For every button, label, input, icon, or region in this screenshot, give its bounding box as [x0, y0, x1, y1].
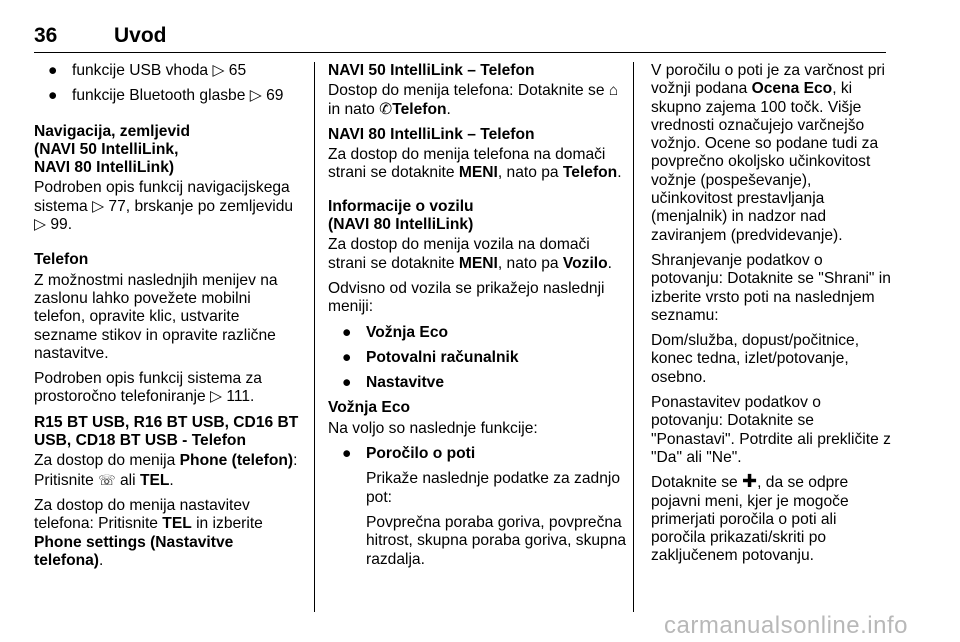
home-icon: ⌂ [608, 82, 619, 100]
phone-icon: ✆ [379, 100, 393, 118]
list-item: ● Potovalni računalnik [342, 348, 519, 366]
list-item: ● Vožnja Eco [342, 323, 449, 341]
paragraph: Na voljo so naslednje funkcije: [328, 419, 538, 437]
paragraph: Za dostop do menija Phone (telefon): Pritisnite ☏ ali TEL. [34, 452, 298, 489]
paragraph: Dostop do menija telefona: Dotaknite se ⌂ in nato ✆Telefon. [328, 82, 619, 118]
plus-icon: ✚ [742, 471, 758, 492]
paragraph: Za dostop do menija nastavitev telefona: Pritisnite TEL in izberite Phone settings (Nastavitve telefona). [34, 496, 263, 569]
paragraph: Povprečna poraba goriva, povprečna hitrost, skupna poraba goriva, skupna razdalja. [366, 513, 627, 568]
section-heading: R15 BT USB, R16 BT USB, CD16 BT USB, CD18 BT USB - Telefon [34, 413, 299, 450]
page-ref-arrow-icon: ▷ [92, 197, 105, 215]
column-2 [328, 62, 628, 576]
header-rule [34, 52, 886, 53]
page-ref-arrow-icon: ▷ [209, 388, 222, 406]
bullet-icon: ● [48, 62, 58, 79]
section-title: Uvod [114, 24, 167, 47]
page-ref-arrow-icon: ▷ [249, 87, 262, 105]
bullet-icon: ● [342, 374, 352, 392]
list-item: ● funkcije Bluetooth glasbe ▷ 69 [48, 87, 284, 105]
paragraph: Prikaže naslednje podatke za zadnjo pot: [366, 470, 620, 506]
paragraph: Za dostop do menija telefona na domači strani se dotaknite MENI, nato pa Telefon. [328, 146, 622, 182]
section-heading: NAVI 80 IntelliLink – Telefon [328, 125, 535, 143]
section-heading: NAVI 50 IntelliLink – Telefon [328, 62, 535, 79]
page-number: 36 [34, 24, 58, 47]
bullet-icon: ● [342, 323, 352, 341]
section-heading: Vožnja Eco [328, 399, 411, 417]
bullet-icon: ● [342, 445, 352, 463]
list-item: ● funkcije USB vhoda ▷ 65 [48, 62, 247, 79]
paragraph: Dotaknite se ✚, da se odpre pojavni meni, kjer je mogoče primerjati poročila o poti ali poročila prikazati/skriti po zaključenem potovanju. [651, 471, 849, 565]
bullet-icon: ● [48, 87, 58, 105]
list-item: ● Nastavitve [342, 374, 445, 392]
phone-button-icon: ☏ [98, 471, 116, 488]
paragraph: Shranjevanje podatkov o potovanju: Dotaknite se "Shrani" in izberite vrsto poti na naslednjem seznamu: [651, 251, 891, 324]
section-heading: Navigacija, zemljevid (NAVI 50 IntelliLink, NAVI 80 IntelliLink) [34, 122, 191, 177]
page-header [34, 24, 886, 52]
page-ref-arrow-icon: ▷ [212, 62, 225, 79]
column-divider-1 [314, 62, 315, 612]
paragraph: V poročilu o poti je za varčnost pri vožnji podana Ocena Eco, ki skupno zajema 100 točk. Višje vrednosti označujejo varčnejšo vožnjo. Ocene so podane tudi za povprečno okoljsko učinkovitost vožnje (pospeševanje), učinkovitost prestavljanja (menjalnik) in nadzor nad zaviranjem (predvidevanje). [651, 62, 886, 244]
paragraph: Podroben opis funkcij navigacijskega sistema ▷ 77, brskanje po zemljevidu ▷ 99. [34, 179, 294, 234]
section-heading: Informacije o vozilu (NAVI 80 IntelliLink) [328, 197, 474, 234]
bullet-icon: ● [342, 348, 352, 366]
column-divider-2 [633, 62, 634, 612]
column-1 [34, 62, 306, 577]
paragraph: Odvisno od vozila se prikažejo naslednji meniji: [328, 279, 605, 316]
paragraph: Ponastavitev podatkov o potovanju: Dotaknite se "Ponastavi". Potrdite ali prekličite z "Da" ali "Ne". [651, 394, 891, 466]
paragraph: Za dostop do menija vozila na domači strani se dotaknite MENI, nato pa Vozilo. [328, 236, 613, 272]
paragraph: Dom/služba, dopust/počitnice, konec tedna, izlet/potovanje, osebno. [651, 332, 860, 386]
section-heading: Telefon [34, 251, 89, 269]
page-ref-arrow-icon: ▷ [34, 216, 46, 234]
list-item: ● Poročilo o poti [342, 445, 476, 463]
paragraph: Z možnostmi naslednjih menijev na zaslonu lahko povežete mobilni telefon, opravite klic, ustvarite sezname stikov in opravite različne nastavitve. [34, 271, 278, 362]
watermark: carmanualsonline.info [664, 612, 908, 639]
column-3 [651, 62, 891, 573]
paragraph: Podroben opis funkcij sistema za prostoročno telefoniranje ▷ 111. [34, 370, 262, 406]
